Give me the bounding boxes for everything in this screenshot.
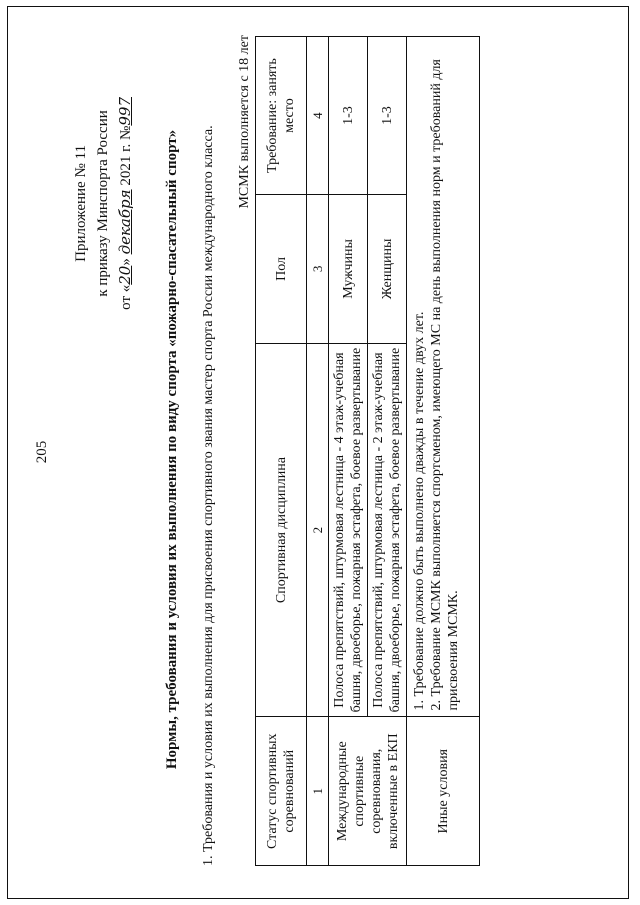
discipline-cell: Полоса препятствий, штурмовая лестница - 4 этаж-учебная башня, двоеборье, пожарная эстафета, боевое развертывание [329, 343, 368, 717]
appendix-date: от «20» декабря 2021 г. №997 [116, 97, 134, 310]
rotated-content [12, 7, 632, 892]
other-conditions-row [407, 37, 480, 866]
other-conditions-text [407, 37, 480, 717]
header-place: Требование: занять место [256, 37, 307, 195]
appendix-header [70, 97, 137, 310]
discipline-cell: Полоса препятствий, штурмовая лестница - 2 этаж-учебная башня, двоеборье, пожарная эстафета, боевое развертывание [368, 343, 407, 717]
order-number: 997 [116, 97, 134, 126]
date-day: 20 [116, 265, 134, 285]
status-cell: Международные спортивные соревнования, включенные в ЕКП [329, 717, 407, 866]
table-header-row [256, 37, 307, 866]
header-status: Статус спортивных соревнований [256, 717, 307, 866]
sex-cell: Женщины [368, 195, 407, 344]
norms-table [255, 36, 480, 866]
table-row [329, 37, 368, 866]
column-number-row: 1 2 3 4 [307, 37, 329, 866]
page-number: 205 [34, 440, 50, 464]
place-cell: 1-3 [368, 37, 407, 195]
msmk-age-note: МСМК выполняется с 18 лет [237, 35, 252, 209]
condition-item: 2. Требование МСМК выполняется спортсменом, имеющего МС на день выполнения норм и требований для присвоения МСМК. [429, 59, 461, 711]
header-discipline: Спортивная дисциплина [256, 343, 307, 717]
document-page [7, 6, 629, 899]
header-sex: Пол [256, 195, 307, 344]
place-cell: 1-3 [329, 37, 368, 195]
appendix-title: Приложение № 11 [73, 145, 89, 262]
sex-cell: Мужчины [329, 195, 368, 344]
requirement-intro: 1. Требования и условия их выполнения для присвоения спортивного звания мастер спорта России международного класса. [201, 125, 216, 866]
condition-item: 1. Требование должно быть выполнено дважды в течение двух лет. [412, 311, 427, 711]
other-conditions-label: Иные условия [407, 717, 480, 866]
date-month: декабря [116, 189, 134, 255]
appendix-order: к приказу Минспорта России [95, 110, 111, 297]
document-title: Нормы, требования и условия их выполнения по виду спорта «пожарно-спасательный спорт» [164, 129, 180, 770]
